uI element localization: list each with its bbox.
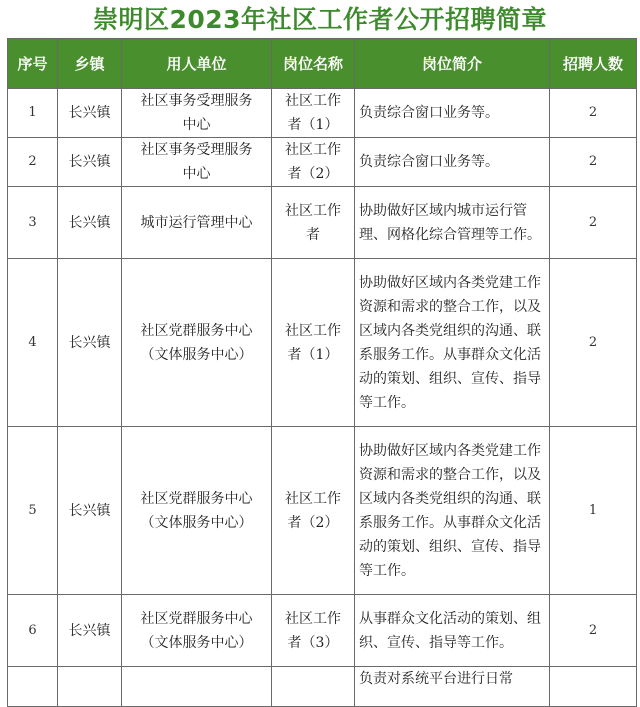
row-description: 协助做好区域内各类党建工作资源和需求的整合工作，以及区域内各类党组织的沟通、联系服务工作。从事群众文化活动的策划、组织、宣传、指导等工作。 — [355, 427, 550, 595]
row-count: 2 — [550, 187, 637, 259]
header-cell-no: 序号 — [8, 39, 58, 89]
page-title: 崇明区2023年社区工作者公开招聘简章 — [92, 5, 548, 34]
row-description: 协助做好区域内各类党建工作资源和需求的整合工作，以及区域内各类党组织的沟通、联系服务工作。从事群众文化活动的策划、组织、宣传、指导等工作。 — [355, 259, 550, 427]
row-unit — [122, 259, 272, 427]
header-cell-position: 岗位名称 — [272, 39, 355, 89]
row-unit — [122, 138, 272, 187]
header-cell-description: 岗位简介 — [355, 39, 550, 89]
row-description: 负责综合窗口业务等。 — [355, 138, 550, 187]
header-cell-town: 乡镇 — [58, 39, 122, 89]
row-town: 长兴镇 — [58, 187, 122, 259]
row-position — [272, 595, 355, 667]
row-town: 长兴镇 — [58, 89, 122, 138]
row-position — [272, 138, 355, 187]
row-unit — [122, 595, 272, 667]
row-number — [8, 667, 58, 707]
row-town: 长兴镇 — [58, 138, 122, 187]
row-town: 长兴镇 — [58, 259, 122, 427]
row-position-text: 社区工作者（2） — [285, 142, 341, 182]
row-position-text: 社区工作者（1） — [285, 322, 341, 363]
row-count: 2 — [550, 89, 637, 138]
row-unit-text: 社区事务受理服务中心 — [140, 93, 253, 133]
row-unit-text: 社区党群服务中心（文体服务中心） — [140, 490, 253, 531]
row-number: 3 — [8, 187, 58, 259]
table-header-row — [8, 39, 637, 89]
table-row — [8, 187, 637, 259]
row-description: 协助做好区域内城市运行管理、网格化综合管理等工作。 — [355, 187, 550, 259]
row-unit-text: 社区党群服务中心（文体服务中心） — [140, 322, 253, 363]
row-count: 1 — [550, 427, 637, 595]
row-position-text: 社区工作者（1） — [285, 93, 341, 133]
row-number: 5 — [8, 427, 58, 595]
row-unit — [122, 427, 272, 595]
row-description: 从事群众文化活动的策划、组织、宣传、指导等工作。 — [355, 595, 550, 667]
row-position — [272, 187, 355, 259]
row-description: 负责综合窗口业务等。 — [355, 89, 550, 138]
row-count: 2 — [550, 595, 637, 667]
row-position — [272, 89, 355, 138]
row-count: 2 — [550, 259, 637, 427]
table-row — [8, 259, 637, 427]
row-town: 长兴镇 — [58, 427, 122, 595]
row-position — [272, 667, 355, 707]
row-position-text: 社区工作者（2） — [285, 490, 341, 531]
row-unit-text: 城市运行管理中心 — [140, 214, 253, 231]
table-row — [8, 138, 637, 187]
row-number: 1 — [8, 89, 58, 138]
recruitment-table — [7, 38, 637, 707]
row-unit-text: 社区党群服务中心（文体服务中心） — [140, 610, 253, 651]
table-row — [8, 427, 637, 595]
header-cell-unit: 用人单位 — [122, 39, 272, 89]
table-row — [8, 667, 637, 707]
row-town — [58, 667, 122, 707]
header-cell-count: 招聘人数 — [550, 39, 637, 89]
row-position — [272, 427, 355, 595]
row-count: 2 — [550, 138, 637, 187]
row-position — [272, 259, 355, 427]
row-number: 4 — [8, 259, 58, 427]
table-row — [8, 89, 637, 138]
row-town: 长兴镇 — [58, 595, 122, 667]
row-count — [550, 667, 637, 707]
row-number: 6 — [8, 595, 58, 667]
row-unit — [122, 667, 272, 707]
row-unit — [122, 89, 272, 138]
row-position-text: 社区工作者（3） — [285, 610, 341, 651]
table-row — [8, 595, 637, 667]
row-unit-text: 社区事务受理服务中心 — [140, 142, 253, 182]
row-position-text: 社区工作者 — [285, 202, 341, 243]
row-unit — [122, 187, 272, 259]
row-number: 2 — [8, 138, 58, 187]
row-description: 负责对系统平台进行日常 — [355, 667, 550, 707]
